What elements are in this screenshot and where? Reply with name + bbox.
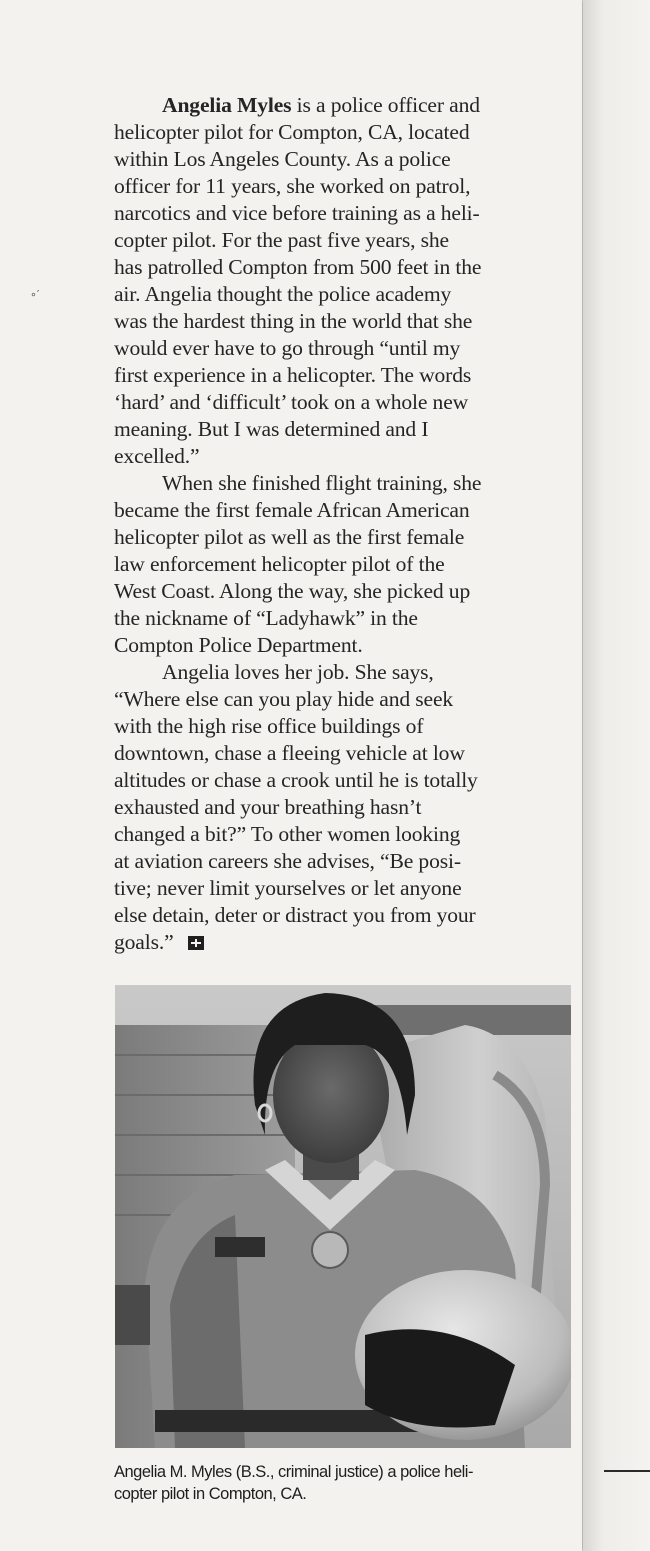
paragraph-line: copter pilot. For the past five years, she <box>114 228 449 252</box>
article-body <box>114 92 572 956</box>
paragraph-line: “Where else can you play hide and seek <box>114 687 454 711</box>
paragraph-line: excelled.” <box>114 444 200 468</box>
paragraph-line: at aviation careers she advises, “Be posi- <box>114 849 461 873</box>
paragraph-line: has patrolled Compton from 500 feet in the <box>114 255 482 279</box>
paragraph-line: ‘hard’ and ‘difficult’ took on a whole new <box>114 390 469 414</box>
paragraph-line: exhausted and your breathing hasn’t <box>114 795 422 819</box>
paragraph-line: else detain, deter or distract you from your <box>114 903 476 927</box>
paragraph-line: with the high rise office buildings of <box>114 714 424 738</box>
paragraph-line: first experience in a helicopter. The words <box>114 363 472 387</box>
paragraph-line: would ever have to go through “until my <box>114 336 461 360</box>
caption-line: Angelia M. Myles (B.S., criminal justice) a police heli- <box>114 1463 473 1481</box>
paragraph-line: downtown, chase a fleeing vehicle at low <box>114 741 465 765</box>
paragraph-line <box>114 92 572 119</box>
lead-name: Angelia Myles <box>162 93 292 117</box>
paragraph-line: changed a bit?” To other women looking <box>114 822 461 846</box>
photo-hand <box>115 1285 150 1345</box>
paragraph-line: law enforcement helicopter pilot of the <box>114 552 445 576</box>
paragraph-line: Angelia loves her job. She says, <box>162 660 434 684</box>
paragraph-1 <box>114 92 572 470</box>
paragraph-line: Compton Police Department. <box>114 633 363 657</box>
photo-name-tag <box>215 1237 265 1257</box>
paragraph-line: meaning. But I was determined and I <box>114 417 429 441</box>
paragraph-line: tive; never limit yourselves or let anyone <box>114 876 462 900</box>
paragraph-line: officer for 11 years, she worked on patrol, <box>114 174 471 198</box>
lead-line-rest: is a police officer and <box>291 93 480 117</box>
paragraph-line: altitudes or chase a crook until he is totally <box>114 768 478 792</box>
paragraph-line: When she finished flight training, she <box>162 471 482 495</box>
paragraph-line: the nickname of “Ladyhawk” in the <box>114 606 418 630</box>
caption-line: copter pilot in Compton, CA. <box>114 1485 307 1503</box>
paragraph-line: narcotics and vice before training as a heli- <box>114 201 480 225</box>
paragraph-line: helicopter pilot as well as the first female <box>114 525 465 549</box>
paragraph-line <box>114 929 572 956</box>
portrait-photo-icon <box>115 985 571 1448</box>
page-edge-rule <box>604 1470 650 1472</box>
adjacent-page-edge <box>583 0 650 1551</box>
paragraph-line: West Coast. Along the way, she picked up <box>114 579 471 603</box>
portrait-photo <box>115 985 571 1448</box>
paragraph-2 <box>114 470 572 659</box>
closing-line-text: goals.” <box>114 930 174 954</box>
stray-pen-mark-icon: ∘′ <box>30 288 40 301</box>
paragraph-line: within Los Angeles County. As a police <box>114 147 451 171</box>
photo-caption <box>114 1461 576 1505</box>
paragraph-line: was the hardest thing in the world that she <box>114 309 473 333</box>
photo-badge-patch <box>312 1232 348 1268</box>
end-of-article-mark-icon <box>188 936 204 950</box>
paragraph-line: became the first female African American <box>114 498 470 522</box>
paragraph-line: air. Angelia thought the police academy <box>114 282 452 306</box>
paragraph-3 <box>114 659 572 956</box>
paragraph-line: helicopter pilot for Compton, CA, located <box>114 120 470 144</box>
